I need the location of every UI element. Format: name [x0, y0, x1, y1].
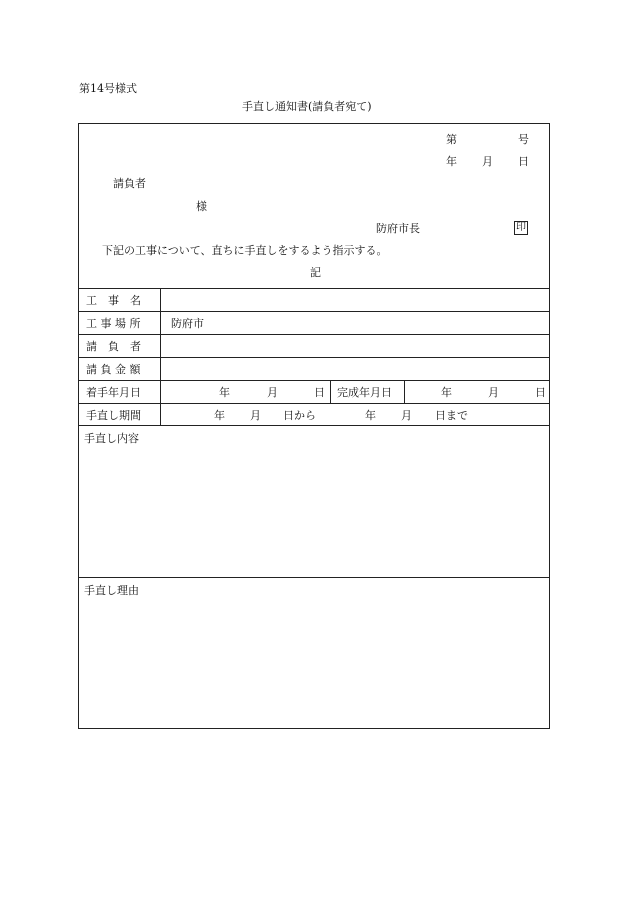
amount-label: 請 負 金 額	[86, 363, 141, 376]
repair-reason-label: 手直し理由	[84, 584, 139, 597]
date-day: 日	[518, 155, 529, 168]
completion-divider-left	[330, 380, 331, 403]
row-divider	[78, 288, 550, 289]
row-divider	[78, 334, 550, 335]
contractor-field[interactable]	[162, 337, 548, 355]
start-date-label: 着手年月日	[86, 386, 141, 399]
work-name-label: 工 事 名	[86, 294, 141, 307]
repair-period-label: 手直し期間	[86, 409, 141, 422]
start-year: 年	[219, 386, 230, 399]
row-divider	[78, 311, 550, 312]
repair-content-label: 手直し内容	[84, 432, 139, 445]
amount-field[interactable]	[162, 360, 548, 378]
row-divider	[78, 403, 550, 404]
issuer-name: 防府市長	[376, 222, 420, 235]
row-divider	[78, 577, 550, 578]
work-place-value[interactable]: 防府市	[171, 317, 204, 330]
recipient-label: 請負者	[113, 177, 146, 190]
period-from-month: 月	[250, 409, 261, 422]
period-to-year: 年	[365, 409, 376, 422]
contractor-label: 請 負 者	[86, 340, 141, 353]
period-from-day: 日から	[283, 409, 316, 422]
completion-month: 月	[488, 386, 499, 399]
completion-divider-right	[404, 380, 405, 403]
repair-content-area[interactable]	[82, 448, 546, 572]
seal-mark: 印	[516, 222, 526, 233]
row-divider	[78, 380, 550, 381]
date-month: 月	[482, 155, 493, 168]
row-divider	[78, 357, 550, 358]
instruction-text: 下記の工事について、直ちに手直しをするよう指示する。	[102, 244, 388, 257]
row-divider	[78, 425, 550, 426]
doc-number-prefix: 第	[446, 133, 457, 146]
date-year: 年	[446, 155, 457, 168]
completion-day: 日	[535, 386, 546, 399]
form-number: 第14号様式	[79, 82, 137, 95]
work-name-field[interactable]	[162, 291, 548, 309]
start-day: 日	[314, 386, 325, 399]
work-place-label: 工 事 場 所	[86, 317, 141, 330]
start-month: 月	[267, 386, 278, 399]
doc-number-suffix: 号	[518, 133, 529, 146]
repair-reason-area[interactable]	[82, 600, 546, 724]
period-to-month: 月	[401, 409, 412, 422]
period-to-day: 日まで	[435, 409, 468, 422]
ki-heading: 記	[310, 266, 321, 279]
recipient-honorific: 様	[196, 200, 207, 213]
label-column-divider	[160, 288, 161, 425]
document-title: 手直し通知書(請負者宛て)	[242, 100, 372, 113]
completion-date-label: 完成年月日	[337, 386, 392, 399]
completion-year: 年	[441, 386, 452, 399]
period-from-year: 年	[214, 409, 225, 422]
